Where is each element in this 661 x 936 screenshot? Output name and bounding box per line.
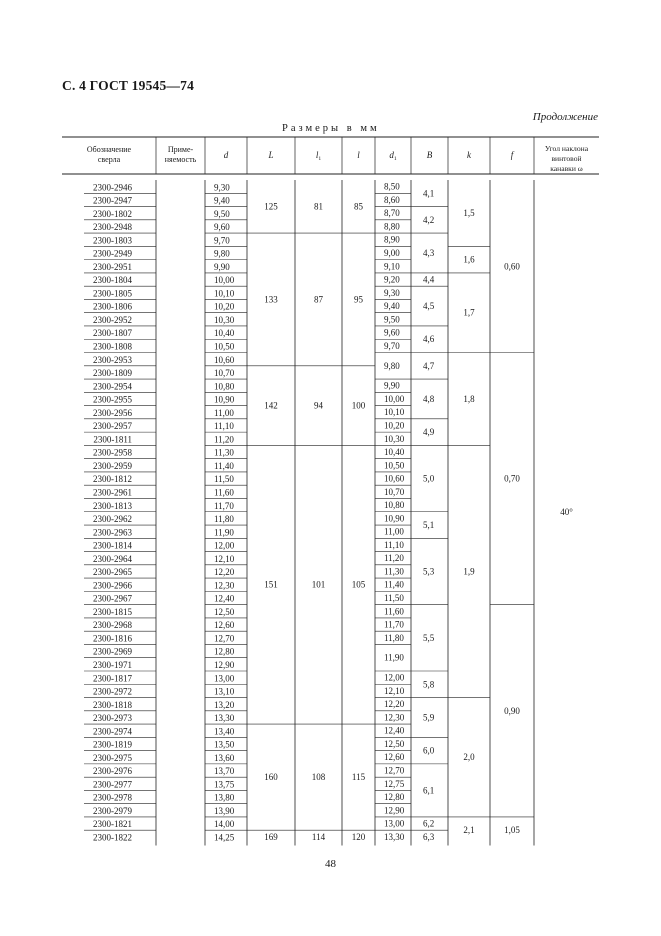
cell-d1: 11,30 bbox=[384, 566, 404, 577]
cell-d: 11,10 bbox=[214, 421, 234, 432]
cell-B: 4,9 bbox=[423, 427, 435, 438]
cell-d: 13,30 bbox=[214, 713, 235, 724]
cell-d: 10,60 bbox=[214, 354, 235, 365]
cell-d: 12,10 bbox=[214, 553, 235, 564]
cell-designation: 2300-2979 bbox=[93, 805, 132, 816]
cell-l: 115 bbox=[351, 772, 366, 783]
cell-d: 9,70 bbox=[214, 235, 230, 246]
cell-d: 14,25 bbox=[214, 832, 235, 843]
cell-d: 10,50 bbox=[214, 341, 235, 352]
cell-designation: 2300-2952 bbox=[93, 314, 132, 325]
cell-d1: 11,00 bbox=[384, 526, 404, 537]
cell-d: 13,70 bbox=[214, 766, 235, 777]
column-header-B: B bbox=[426, 150, 433, 160]
cell-d1: 12,40 bbox=[384, 725, 405, 736]
cell-l: 85 bbox=[354, 201, 363, 212]
cell-L: 125 bbox=[264, 201, 278, 212]
column-header-k: k bbox=[467, 150, 471, 160]
cell-designation: 2300-2963 bbox=[93, 527, 132, 538]
cell-designation: 2300-1808 bbox=[93, 341, 132, 352]
cell-d: 12,00 bbox=[214, 540, 235, 551]
column-header-applicability: няемость bbox=[164, 155, 197, 164]
cell-d: 12,20 bbox=[214, 567, 235, 578]
cell-B: 6,3 bbox=[423, 831, 435, 842]
cell-d1: 12,60 bbox=[384, 752, 405, 763]
cell-d: 13,75 bbox=[214, 779, 235, 790]
page-number: 48 bbox=[325, 858, 336, 870]
cell-designation: 2300-2956 bbox=[93, 407, 132, 418]
cell-B: 5,3 bbox=[423, 566, 435, 577]
cell-designation: 2300-2961 bbox=[93, 487, 132, 498]
cell-d: 10,80 bbox=[214, 381, 235, 392]
cell-B: 5,8 bbox=[423, 679, 435, 690]
cell-d1: 12,50 bbox=[384, 738, 405, 749]
cell-d1: 8,80 bbox=[384, 221, 400, 232]
cell-designation: 2300-2957 bbox=[93, 421, 132, 432]
cell-designation: 2300-1814 bbox=[93, 540, 132, 551]
cell-d: 12,50 bbox=[214, 606, 235, 617]
cell-d: 12,70 bbox=[214, 633, 235, 644]
cell-designation: 2300-1811 bbox=[93, 434, 132, 445]
cell-B: 6,1 bbox=[423, 785, 435, 796]
cell-d1: 10,40 bbox=[384, 447, 405, 458]
cell-k: 1,8 bbox=[463, 393, 475, 404]
cell-d1: 12,10 bbox=[384, 685, 405, 696]
cell-l: 120 bbox=[351, 831, 366, 842]
cell-d1: 12,00 bbox=[384, 672, 405, 683]
cell-d: 14,00 bbox=[214, 819, 235, 830]
column-header-f: f bbox=[510, 150, 514, 160]
cell-d: 12,40 bbox=[214, 593, 235, 604]
cell-d: 13,10 bbox=[214, 686, 235, 697]
cell-designation: 2300-2948 bbox=[93, 222, 132, 233]
cell-B: 4,8 bbox=[423, 393, 435, 404]
cell-d: 11,20 bbox=[214, 434, 234, 445]
cell-d1: 10,30 bbox=[384, 433, 405, 444]
cell-designation: 2300-2954 bbox=[93, 381, 132, 392]
cell-k: 1,6 bbox=[463, 254, 475, 265]
cell-designation: 2300-2977 bbox=[93, 779, 132, 790]
cell-d1: 8,50 bbox=[384, 181, 400, 192]
cell-d1: 11,10 bbox=[384, 539, 404, 550]
cell-k: 1,9 bbox=[463, 566, 475, 577]
cell-L: 133 bbox=[264, 294, 278, 305]
cell-d: 11,80 bbox=[214, 514, 234, 525]
cell-d1: 9,40 bbox=[384, 301, 400, 312]
cell-l: 100 bbox=[351, 400, 366, 411]
cell-d: 9,30 bbox=[214, 182, 230, 193]
cell-d: 11,30 bbox=[214, 447, 234, 458]
cell-d1: 9,70 bbox=[384, 340, 400, 351]
cell-d1: 10,20 bbox=[384, 420, 405, 431]
cell-d1: 10,60 bbox=[384, 473, 405, 484]
cell-d: 11,40 bbox=[214, 460, 234, 471]
column-header-applicability: Приме- bbox=[167, 145, 194, 154]
cell-d1: 13,00 bbox=[384, 818, 405, 829]
column-header-designation: сверла bbox=[97, 155, 121, 164]
cell-B: 5,5 bbox=[423, 632, 435, 643]
cell-d: 11,00 bbox=[214, 407, 234, 418]
cell-d1: 10,50 bbox=[384, 460, 405, 471]
page-header: С. 4 ГОСТ 19545—74 bbox=[62, 78, 195, 93]
cell-L: 142 bbox=[264, 400, 278, 411]
cell-d: 12,90 bbox=[214, 659, 235, 670]
cell-d: 13,90 bbox=[214, 805, 235, 816]
cell-f: 0,90 bbox=[504, 705, 520, 716]
cell-designation: 2300-1822 bbox=[93, 832, 132, 843]
cell-designation: 2300-1816 bbox=[93, 633, 132, 644]
cell-designation: 2300-2962 bbox=[93, 514, 132, 525]
cell-f: 1,05 bbox=[504, 825, 520, 836]
cell-d: 9,90 bbox=[214, 261, 230, 272]
cell-designation: 2300-2965 bbox=[93, 567, 132, 578]
cell-designation: 2300-1802 bbox=[93, 208, 132, 219]
cell-d: 10,70 bbox=[214, 368, 235, 379]
cell-designation: 2300-1803 bbox=[93, 235, 132, 246]
cell-B: 4,2 bbox=[423, 214, 435, 225]
cell-d1: 12,90 bbox=[384, 805, 405, 816]
column-header-d1: $d_1$ bbox=[389, 150, 397, 162]
cell-l1: 114 bbox=[311, 831, 326, 842]
cell-designation: 2300-1818 bbox=[93, 699, 132, 710]
cell-d1: 10,90 bbox=[384, 513, 405, 524]
cell-l: 105 bbox=[351, 579, 366, 590]
cell-designation: 2300-1809 bbox=[93, 368, 132, 379]
cell-designation: 2300-2969 bbox=[93, 646, 132, 657]
column-header-angle: канавки ω bbox=[550, 164, 583, 173]
cell-d: 10,30 bbox=[214, 314, 235, 325]
cell-d: 10,20 bbox=[214, 301, 235, 312]
cell-d: 9,80 bbox=[214, 248, 230, 259]
column-header-d: d bbox=[223, 150, 229, 160]
cell-designation: 2300-2946 bbox=[93, 182, 132, 193]
continued-label: Продолжение bbox=[532, 111, 598, 123]
cell-d: 9,40 bbox=[214, 195, 230, 206]
cell-designation: 2300-2955 bbox=[93, 394, 132, 405]
cell-designation: 2300-1819 bbox=[93, 739, 132, 750]
cell-d1: 11,20 bbox=[384, 553, 404, 564]
cell-d1: 9,60 bbox=[384, 327, 400, 338]
cell-designation: 2300-2974 bbox=[93, 726, 132, 737]
cell-k: 1,5 bbox=[463, 208, 475, 219]
cell-d: 13,60 bbox=[214, 752, 235, 763]
cell-d1: 9,10 bbox=[384, 261, 400, 272]
cell-l1: 81 bbox=[314, 201, 323, 212]
column-header-angle: винтовой bbox=[551, 154, 582, 163]
cell-designation: 2300-2973 bbox=[93, 713, 132, 724]
cell-d: 12,60 bbox=[214, 620, 235, 631]
cell-B: 6,2 bbox=[423, 818, 435, 829]
cell-l1: 108 bbox=[311, 772, 326, 783]
cell-designation: 2300-2975 bbox=[93, 752, 132, 763]
column-header-l: l bbox=[357, 150, 360, 160]
cell-d: 12,80 bbox=[214, 646, 235, 657]
cell-d: 9,50 bbox=[214, 208, 230, 219]
cell-l: 95 bbox=[354, 294, 363, 305]
cell-B: 5,9 bbox=[423, 712, 435, 723]
cell-d1: 9,20 bbox=[384, 274, 400, 285]
cell-designation: 2300-2972 bbox=[93, 686, 132, 697]
cell-d: 13,50 bbox=[214, 739, 235, 750]
cell-d1: 11,50 bbox=[384, 593, 404, 604]
column-header-l1: $l_1$ bbox=[315, 150, 322, 162]
cell-d1: 10,80 bbox=[384, 500, 405, 511]
cell-d1: 9,30 bbox=[384, 287, 400, 298]
cell-l1: 94 bbox=[314, 400, 323, 411]
cell-designation: 2300-2951 bbox=[93, 261, 132, 272]
cell-k: 1,7 bbox=[463, 307, 475, 318]
cell-B: 4,5 bbox=[423, 301, 435, 312]
cell-designation: 2300-2958 bbox=[93, 447, 132, 458]
column-header-angle: Угол наклона bbox=[544, 144, 589, 153]
cell-d1: 11,90 bbox=[384, 652, 404, 663]
cell-k: 2,1 bbox=[463, 825, 475, 836]
cell-designation: 2300-2976 bbox=[93, 766, 132, 777]
cell-B: 4,7 bbox=[423, 360, 435, 371]
cell-B: 4,3 bbox=[423, 247, 435, 258]
cell-d1: 9,90 bbox=[384, 380, 400, 391]
cell-d1: 12,70 bbox=[384, 765, 405, 776]
cell-B: 5,0 bbox=[423, 473, 435, 484]
cell-d: 11,70 bbox=[214, 500, 234, 511]
cell-d1: 11,70 bbox=[384, 619, 404, 630]
cell-d1: 12,30 bbox=[384, 712, 405, 723]
cell-d1: 12,80 bbox=[384, 792, 405, 803]
cell-d: 10,00 bbox=[214, 275, 235, 286]
cell-d: 9,60 bbox=[214, 222, 230, 233]
cell-d: 11,60 bbox=[214, 487, 234, 498]
cell-d1: 13,30 bbox=[384, 831, 405, 842]
cell-designation: 2300-1804 bbox=[93, 275, 132, 286]
cell-d: 13,00 bbox=[214, 673, 235, 684]
cell-d1: 10,00 bbox=[384, 393, 405, 404]
cell-designation: 2300-2959 bbox=[93, 460, 132, 471]
cell-d1: 12,20 bbox=[384, 699, 405, 710]
cell-designation: 2300-2968 bbox=[93, 620, 132, 631]
cell-d: 11,50 bbox=[214, 474, 234, 485]
cell-designation: 2300-2949 bbox=[93, 248, 132, 259]
cell-designation: 2300-1813 bbox=[93, 500, 132, 511]
cell-designation: 2300-1806 bbox=[93, 301, 132, 312]
cell-designation: 2300-2947 bbox=[93, 195, 132, 206]
cell-designation: 2300-1817 bbox=[93, 673, 132, 684]
cell-d1: 9,50 bbox=[384, 314, 400, 325]
cell-d1: 11,60 bbox=[384, 606, 404, 617]
cell-designation: 2300-1812 bbox=[93, 474, 132, 485]
cell-k: 2,0 bbox=[463, 752, 475, 763]
cell-d1: 10,70 bbox=[384, 486, 405, 497]
cell-d1: 8,90 bbox=[384, 234, 400, 245]
cell-L: 151 bbox=[264, 579, 278, 590]
cell-B: 6,0 bbox=[423, 745, 435, 756]
cell-d: 13,40 bbox=[214, 726, 235, 737]
cell-designation: 2300-2978 bbox=[93, 792, 132, 803]
cell-d: 13,20 bbox=[214, 699, 235, 710]
cell-d1: 11,80 bbox=[384, 632, 404, 643]
cell-designation: 2300-1815 bbox=[93, 606, 132, 617]
cell-d: 10,40 bbox=[214, 328, 235, 339]
cell-L: 160 bbox=[264, 772, 278, 783]
cell-angle: 40° bbox=[560, 506, 573, 517]
cell-designation: 2300-1805 bbox=[93, 288, 132, 299]
column-header-L: L bbox=[268, 150, 274, 160]
cell-L: 169 bbox=[264, 831, 278, 842]
cell-l1: 87 bbox=[314, 294, 323, 305]
cell-d: 12,30 bbox=[214, 580, 235, 591]
cell-d1: 10,10 bbox=[384, 407, 405, 418]
cell-f: 0,60 bbox=[504, 261, 520, 272]
cell-designation: 2300-2953 bbox=[93, 354, 132, 365]
cell-d1: 9,00 bbox=[384, 247, 400, 258]
cell-designation: 2300-2966 bbox=[93, 580, 132, 591]
column-header-designation: Обозначение bbox=[86, 145, 132, 154]
cell-B: 4,1 bbox=[423, 188, 435, 199]
cell-B: 4,4 bbox=[423, 274, 435, 285]
cell-d1: 11,40 bbox=[384, 579, 404, 590]
cell-f: 0,70 bbox=[504, 473, 520, 484]
cell-d: 10,90 bbox=[214, 394, 235, 405]
cell-d1: 8,70 bbox=[384, 208, 400, 219]
cell-l1: 101 bbox=[311, 579, 326, 590]
cell-designation: 2300-1821 bbox=[93, 819, 132, 830]
cell-designation: 2300-1807 bbox=[93, 328, 132, 339]
cell-d1: 12,75 bbox=[384, 778, 405, 789]
cell-d: 10,10 bbox=[214, 288, 235, 299]
cell-d1: 8,60 bbox=[384, 194, 400, 205]
cell-d: 13,80 bbox=[214, 792, 235, 803]
cell-B: 4,6 bbox=[423, 334, 435, 345]
cell-d1: 9,80 bbox=[384, 360, 400, 371]
cell-B: 5,1 bbox=[423, 520, 435, 531]
cell-designation: 2300-2964 bbox=[93, 553, 132, 564]
sizes-label: Размеры в мм bbox=[282, 123, 380, 134]
cell-d: 11,90 bbox=[214, 527, 234, 538]
cell-designation: 2300-1971 bbox=[93, 659, 132, 670]
cell-designation: 2300-2967 bbox=[93, 593, 132, 604]
